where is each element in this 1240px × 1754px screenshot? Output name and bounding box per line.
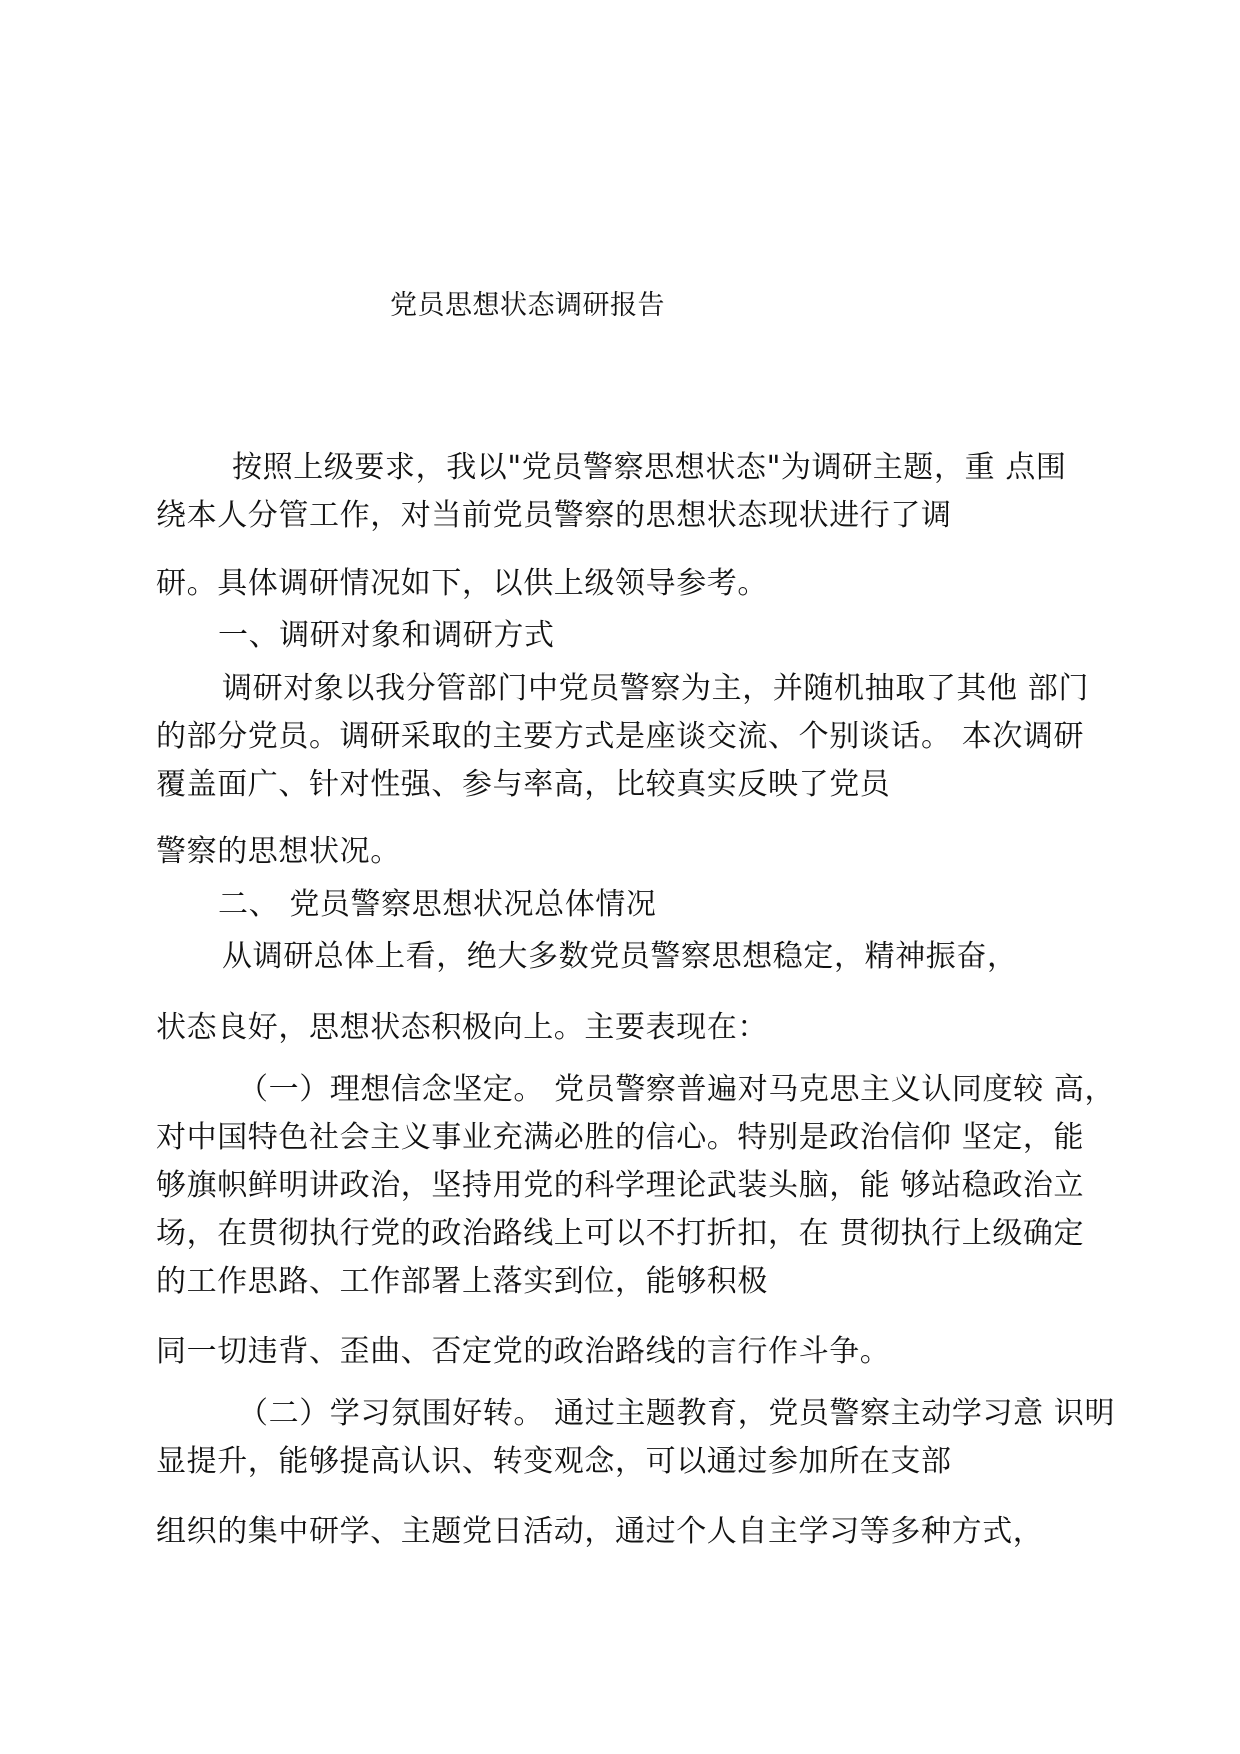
paragraph-line: 绕本人分管工作，对当前党员警察的思想状态现状进行了调 [156,498,952,533]
paragraph-line: 警察的思想状况。 [156,834,401,869]
paragraph-line: 状态良好，思想状态积极向上。主要表现在： [156,1010,768,1045]
paragraph-line: （二）学习氛围好转。 通过主题教育，党员警察主动学习意 识明 [238,1396,1116,1431]
section-heading: 一、调研对象和调研方式 [218,618,555,653]
paragraph-line: 调研对象以我分管部门中党员警察为主，并随机抽取了其他 部门 [222,671,1089,706]
paragraph-line: 对中国特色社会主义事业充满必胜的信心。特别是政治信仰 坚定，能 [156,1120,1085,1155]
paragraph-line: 按照上级要求，我以"党员警察思想状态"为调研主题，重 点围 [232,450,1067,485]
paragraph-line: 的工作思路、工作部署上落实到位，能够积极 [156,1264,768,1299]
paragraph-line: 场，在贯彻执行党的政治路线上可以不打折扣，在 贯彻执行上级确定 [156,1216,1085,1251]
paragraph-line: 组织的集中研学、主题党日活动，通过个人自主学习等多种方式， [156,1514,1044,1549]
document-title: 党员思想状态调研报告 [390,290,665,321]
paragraph-line: （一）理想信念坚定。 党员警察普遍对马克思主义认同度较 高， [238,1072,1116,1107]
section-heading: 二、 党员警察思想状况总体情况 [218,887,657,922]
paragraph-line: 研。具体调研情况如下，以供上级领导参考。 [156,566,768,601]
paragraph-line: 够旗帜鲜明讲政治，坚持用党的科学理论武装头脑，能 够站稳政治立 [156,1168,1085,1203]
paragraph-line: 同一切违背、歪曲、否定党的政治路线的言行作斗争。 [156,1334,891,1369]
paragraph-line: 从调研总体上看，绝大多数党员警察思想稳定，精神振奋， [222,939,1018,974]
paragraph-line: 显提升，能够提高认识、转变观念，可以通过参加所在支部 [156,1444,952,1479]
paragraph-line: 的部分党员。调研采取的主要方式是座谈交流、个别谈话。 本次调研 [156,719,1085,754]
paragraph-line: 覆盖面广、针对性强、参与率高，比较真实反映了党员 [156,767,891,802]
